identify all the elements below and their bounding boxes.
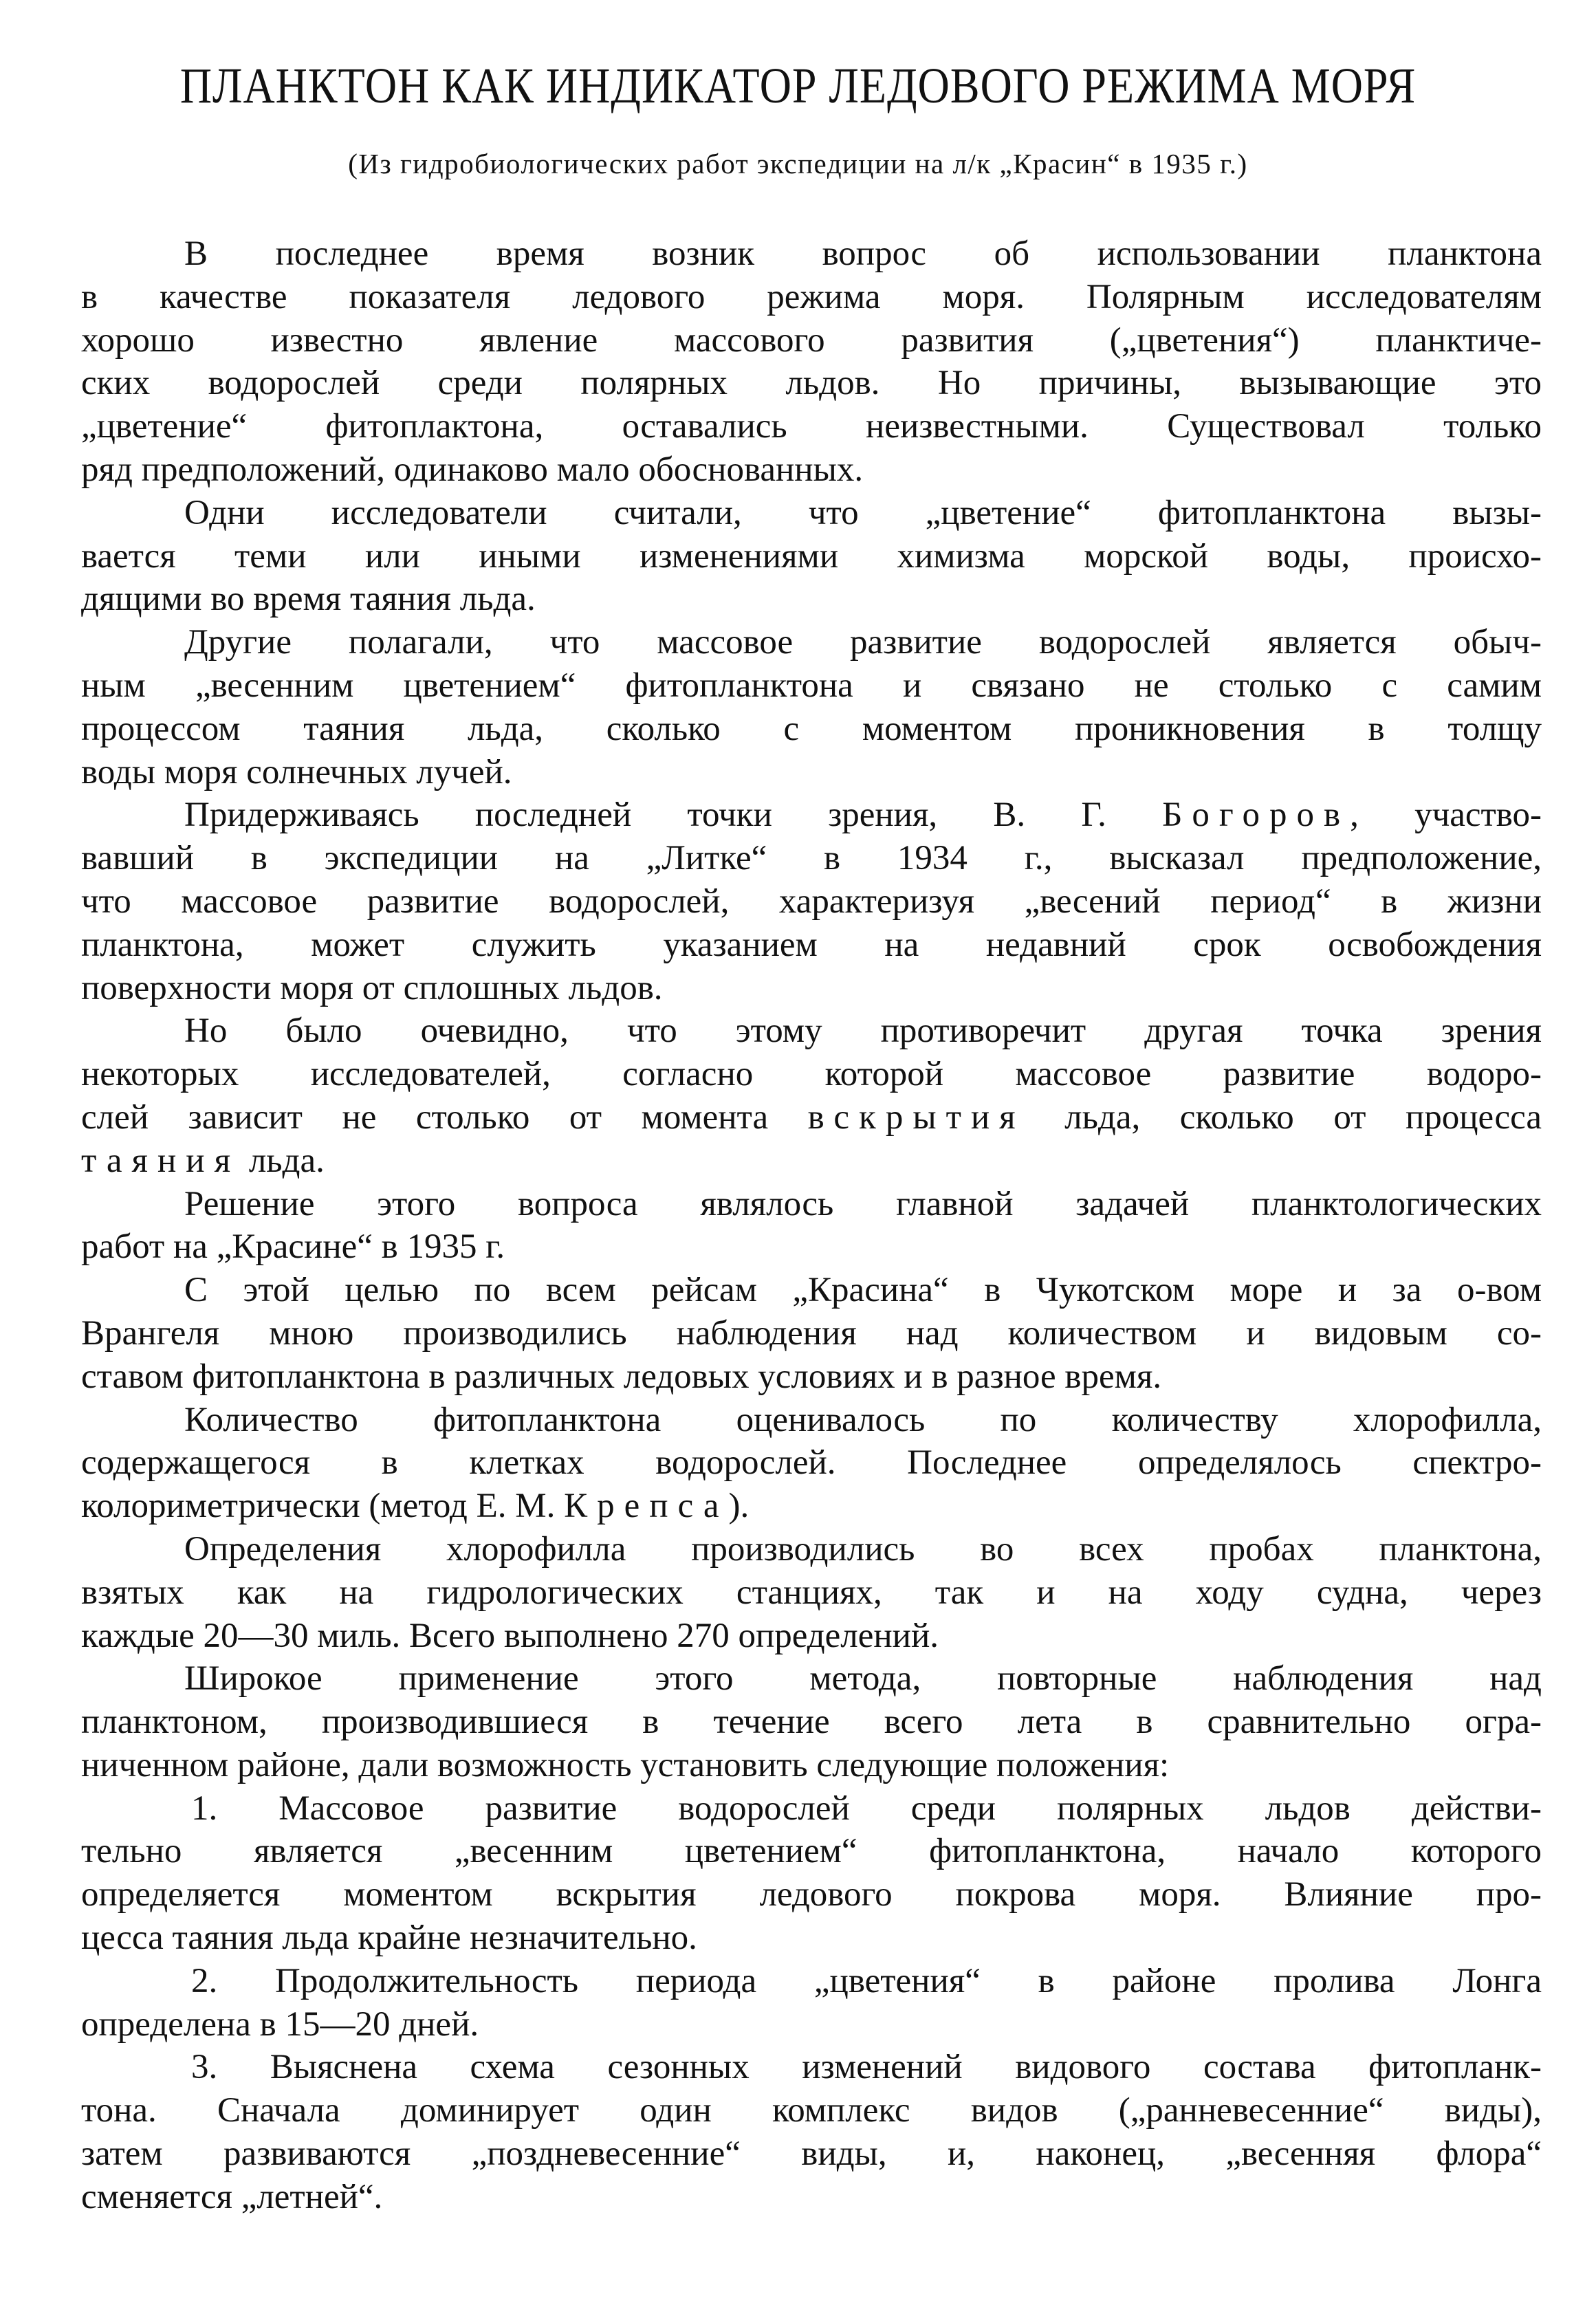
text-line — [81, 1528, 1542, 1571]
text-segment: слей зависит не столько от момента — [81, 1097, 808, 1137]
paragraph — [81, 1657, 1542, 1787]
text-line — [81, 880, 1542, 924]
text-segment: Одни исследователи считали, что „цветение“ фитопланктона вызы- — [184, 493, 1542, 532]
text-line — [81, 1615, 1542, 1658]
text-line — [81, 2003, 1542, 2046]
text-segment: планктона, может служить указанием на недавний срок освобождения — [81, 925, 1542, 964]
text-segment: содержащегося в клетках водорослей. Последнее определялось спектро- — [81, 1443, 1542, 1483]
text-segment: Придерживаясь последней точки зрения, В. Г. — [184, 796, 1163, 835]
text-segment: определяется моментом вскрытия ледового покрова моря. Влияние про- — [81, 1875, 1542, 1914]
text-segment: С этой целью по всем рейсам „Красина“ в Чукотском море и за о-вом — [184, 1271, 1542, 1310]
text-line — [81, 2176, 1542, 2219]
text-segment: Решение этого вопроса являлось главной задачей планктологических — [184, 1184, 1542, 1223]
text-segment: 3. Выяснена схема сезонных изменений видового состава фитопланк- — [191, 2048, 1542, 2087]
text-segment: Количество фитопланктона оценивалось по количеству хлорофилла, — [184, 1400, 1542, 1439]
text-line — [81, 1441, 1542, 1485]
article-body — [81, 232, 1542, 2219]
text-segment: Другие полагали, что массовое развитие водорослей является обыч- — [184, 623, 1542, 662]
text-line — [81, 1139, 1542, 1183]
text-segment: „цветение“ фитоплактона, оставались неизвестными. Существовал только — [81, 407, 1542, 446]
text-line — [81, 578, 1542, 621]
text-line — [81, 1053, 1542, 1096]
article-title: ПЛАНКТОН КАК ИНДИКАТОР ЛЕДОВОГО РЕЖИМА МОРЯ — [179, 57, 1417, 114]
text-segment: работ на „Красине“ в 1935 г. — [81, 1227, 505, 1267]
text-segment: дящими во время таяния льда. — [81, 580, 536, 619]
text-line — [81, 621, 1542, 664]
text-segment: цесса таяния льда крайне незначительно. — [81, 1919, 697, 1958]
text-segment: ным „весенним цветением“ фитопланктона и связано не столько с самим — [81, 666, 1542, 705]
paragraph — [81, 1183, 1542, 1269]
text-line — [81, 794, 1542, 837]
text-line — [81, 319, 1542, 362]
text-segment: ставом фитопланктона в различных ледовых условиях и в разное время. — [81, 1357, 1162, 1396]
text-line — [81, 2046, 1542, 2089]
paragraph — [81, 1528, 1542, 1657]
list-item — [81, 2046, 1542, 2218]
text-segment: некоторых исследователей, согласно которой массовое развитие водоро- — [81, 1055, 1542, 1094]
text-line — [81, 405, 1542, 448]
text-line — [81, 1269, 1542, 1312]
text-line — [81, 1399, 1542, 1442]
text-segment: , участво- — [1350, 796, 1542, 835]
text-segment: тельно является „весенним цветением“ фитопланктона, начало которого — [81, 1832, 1542, 1871]
text-line — [81, 837, 1542, 880]
text-segment: хорошо известно явление массового развития („цветения“) планктиче- — [81, 320, 1542, 360]
text-segment: процессом таяния льда, сколько с моментом проникновения в толщу — [81, 709, 1542, 748]
text-segment: Определения хлорофилла производились во всех пробах планктона, — [184, 1529, 1542, 1569]
text-line — [81, 232, 1542, 276]
text-segment: тона. Сначала доминирует один комплекс видов („ранневесенние“ виды), — [81, 2091, 1542, 2130]
paragraph — [81, 1269, 1542, 1398]
paragraph — [81, 794, 1542, 1009]
emphasized-text: Богоров — [1162, 796, 1351, 835]
text-line — [81, 1657, 1542, 1701]
text-segment: поверхности моря от сплошных льдов. — [81, 968, 663, 1007]
text-line — [81, 1960, 1542, 2003]
list-item — [81, 1960, 1542, 2046]
text-line — [81, 664, 1542, 708]
text-segment: вавший в экспедиции на „Литке“ в 1934 г., высказал предположение, — [81, 839, 1542, 878]
text-segment: что массовое развитие водорослей, характеризуя „весений период“ в жизни — [81, 882, 1542, 921]
text-segment: в качестве показателя ледового режима моря. Полярным исследователям — [81, 277, 1542, 316]
text-segment: Врангеля мною производились наблюдения над количеством и видовым со- — [81, 1313, 1542, 1353]
text-segment: льда. — [240, 1141, 325, 1180]
text-line — [81, 708, 1542, 751]
text-line — [81, 1701, 1542, 1744]
text-line — [81, 1873, 1542, 1916]
text-line — [81, 1355, 1542, 1399]
text-line — [81, 1009, 1542, 1053]
text-segment: В последнее время возник вопрос об использовании планктона — [184, 234, 1542, 273]
text-line — [81, 967, 1542, 1010]
list-item — [81, 1787, 1542, 1960]
text-segment: ряд предположений, одинаково мало обоснованных. — [81, 450, 864, 489]
text-line — [81, 2132, 1542, 2176]
text-line — [81, 1830, 1542, 1873]
paragraph — [81, 492, 1542, 621]
text-segment: каждые 20—30 миль. Всего выполнено 270 определений. — [81, 1616, 939, 1655]
text-segment: затем развиваются „поздневесенние“ виды, и, наконец, „весенняя флора“ — [81, 2134, 1542, 2174]
text-line — [81, 492, 1542, 535]
paragraph — [81, 1399, 1542, 1528]
text-segment: ских водорослей среди полярных льдов. Но причины, вызывающие это — [81, 364, 1542, 403]
text-segment: льда, сколько от процесса — [1025, 1097, 1542, 1137]
emphasized-text: вскрытия — [807, 1097, 1025, 1137]
text-segment: определена в 15—20 дней. — [81, 2004, 479, 2044]
text-line — [81, 1571, 1542, 1615]
text-line — [81, 1312, 1542, 1355]
text-segment: взятых как на гидрологических станциях, так и на ходу судна, через — [81, 1573, 1542, 1612]
text-line — [81, 1744, 1542, 1787]
text-line — [81, 1183, 1542, 1226]
text-line — [81, 1916, 1542, 1960]
text-line — [81, 924, 1542, 967]
emphasized-text: таяния — [81, 1141, 241, 1180]
text-segment: ниченном районе, дали возможность установить следующие положения: — [81, 1745, 1170, 1784]
text-line — [81, 2089, 1542, 2132]
text-segment: Широкое применение этого метода, повторные наблюдения над — [184, 1659, 1542, 1698]
text-segment: колориметрически (метод Е. М. — [81, 1487, 565, 1526]
text-line — [81, 751, 1542, 794]
text-segment: ). — [728, 1487, 750, 1526]
text-segment: вается теми или иными изменениями химизма морской воды, происхо- — [81, 536, 1542, 576]
text-segment: Но было очевидно, что этому противоречит другая точка зрения — [184, 1012, 1542, 1051]
paragraph — [81, 232, 1542, 492]
text-segment: сменяется „летней“. — [81, 2177, 383, 2216]
text-segment: планктоном, производившиеся в течение всего лета в сравнительно огра- — [81, 1703, 1542, 1742]
text-line — [81, 362, 1542, 405]
paragraph — [81, 621, 1542, 794]
text-line — [81, 1787, 1542, 1831]
text-line — [81, 1485, 1542, 1528]
text-segment: 1. Массовое развитие водорослей среди полярных льдов действи- — [191, 1789, 1542, 1828]
text-segment: 2. Продолжительность периода „цветения“ в районе пролива Лонга — [191, 1961, 1542, 2000]
article-subtitle: (Из гидробиологических работ экспедиции на л/к „Красин“ в 1935 г.) — [348, 148, 1248, 179]
text-line — [81, 276, 1542, 319]
text-line — [81, 535, 1542, 578]
text-segment: воды моря солнечных лучей. — [81, 752, 512, 791]
text-line — [81, 448, 1542, 492]
emphasized-text: Крепса — [564, 1487, 729, 1526]
text-line — [81, 1225, 1542, 1269]
paragraph — [81, 1009, 1542, 1182]
text-line — [81, 1096, 1542, 1139]
